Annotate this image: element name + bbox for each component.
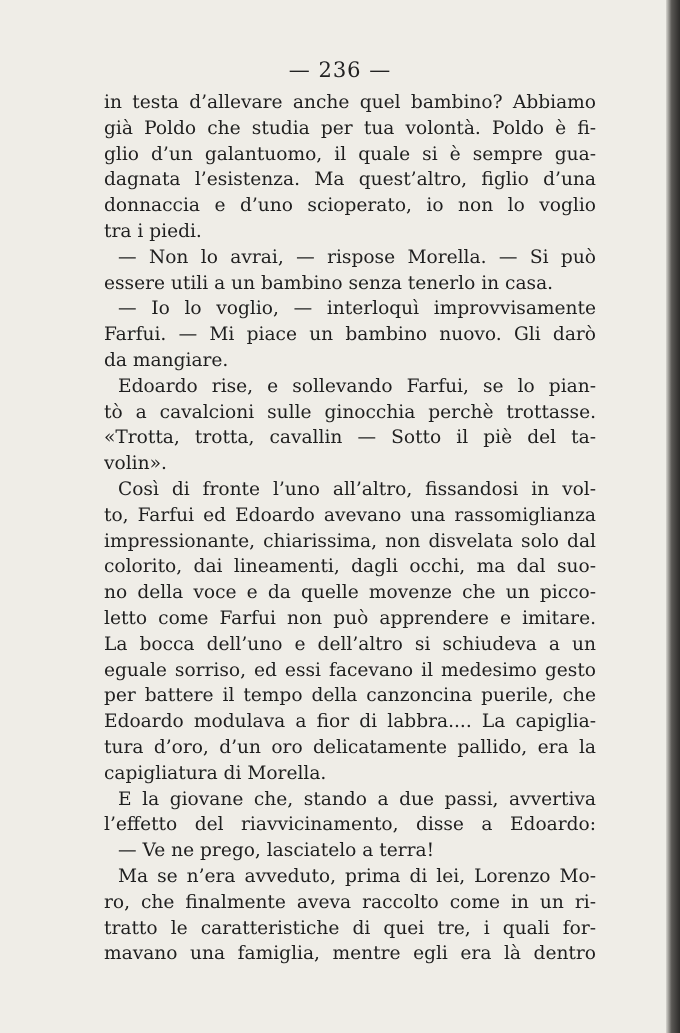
text-line: impressionante, chiarissima, non disvelata solo dal (104, 530, 596, 552)
text-line: E la giovane che, stando a due passi, avvertiva (118, 788, 596, 810)
text-line: Così di fronte l’uno all’altro, fissandosi in vol- (118, 478, 596, 500)
text-line: colorito, dai lineamenti, dagli occhi, ma dal suo- (104, 556, 596, 578)
text-line: tratto le caratteristiche di quei tre, i quali for- (104, 917, 596, 939)
text-line: Farfui. — Mi piace un bambino nuovo. Gli darò (104, 324, 596, 346)
text-line: da mangiare. (104, 349, 229, 371)
text-line: «Trotta, trotta, cavallin — Sotto il piè del ta- (104, 427, 596, 449)
text-line: volin». (104, 453, 167, 475)
text-line: capigliatura di Morella. (104, 762, 327, 784)
text-line: per battere il tempo della canzoncina puerile, che (104, 685, 596, 707)
text-line: no della voce e da quelle movenze che un picco- (104, 582, 596, 604)
text-line: Edoardo modulava a fior di labbra.... La capiglia- (104, 711, 596, 733)
page-binding-edge (666, 0, 680, 1033)
text-line: ro, che finalmente aveva raccolto come in un ri- (104, 891, 596, 913)
text-line: La bocca dell’uno e dell’altro si schiudeva a un (104, 633, 596, 655)
text-line: mavano una famiglia, mentre egli era là dentro (104, 943, 596, 965)
text-line: eguale sorriso, ed essi facevano il medesimo gesto (104, 659, 596, 681)
text-line: Ma se n’era avveduto, prima di lei, Lorenzo Mo- (118, 865, 596, 887)
text-line: tra i piedi. (104, 220, 202, 242)
text-line: to, Farfui ed Edoardo avevano una rassomiglianza (104, 504, 596, 526)
text-line: in testa d’allevare anche quel bambino? Abbiamo (104, 92, 596, 113)
text-line: donnaccia e d’uno scioperato, io non lo voglio (104, 195, 596, 217)
text-line: — Non lo avrai, — rispose Morella. — Si può (118, 246, 596, 268)
text-line: Edoardo rise, e sollevando Farfui, se lo pian- (118, 375, 596, 397)
text-line: l’effetto del riavvicinamento, disse a Edoardo: (104, 814, 596, 836)
text-line: — Io lo voglio, — interloquì improvvisamente (118, 298, 596, 320)
text-line: glio d’un galantuomo, il quale si è sempre gua- (104, 143, 596, 165)
text-line: tura d’oro, d’un oro delicatamente pallido, era la (104, 736, 596, 758)
text-line: dagnata l’esistenza. Ma quest’altro, figlio d’una (104, 169, 596, 191)
body-text (104, 90, 596, 967)
text-line: essere utili a un bambino senza tenerlo in casa. (104, 272, 554, 294)
text-line: letto come Farfui non può apprendere e imitare. (104, 607, 596, 629)
text-line: già Poldo che studia per tua volontà. Poldo è fi- (104, 117, 596, 139)
page-number: — 236 — (288, 58, 392, 82)
text-line: — Ve ne prego, lasciatelo a terra! (118, 840, 435, 862)
text-line: tò a cavalcioni sulle ginocchia perchè trottasse. (104, 401, 596, 423)
